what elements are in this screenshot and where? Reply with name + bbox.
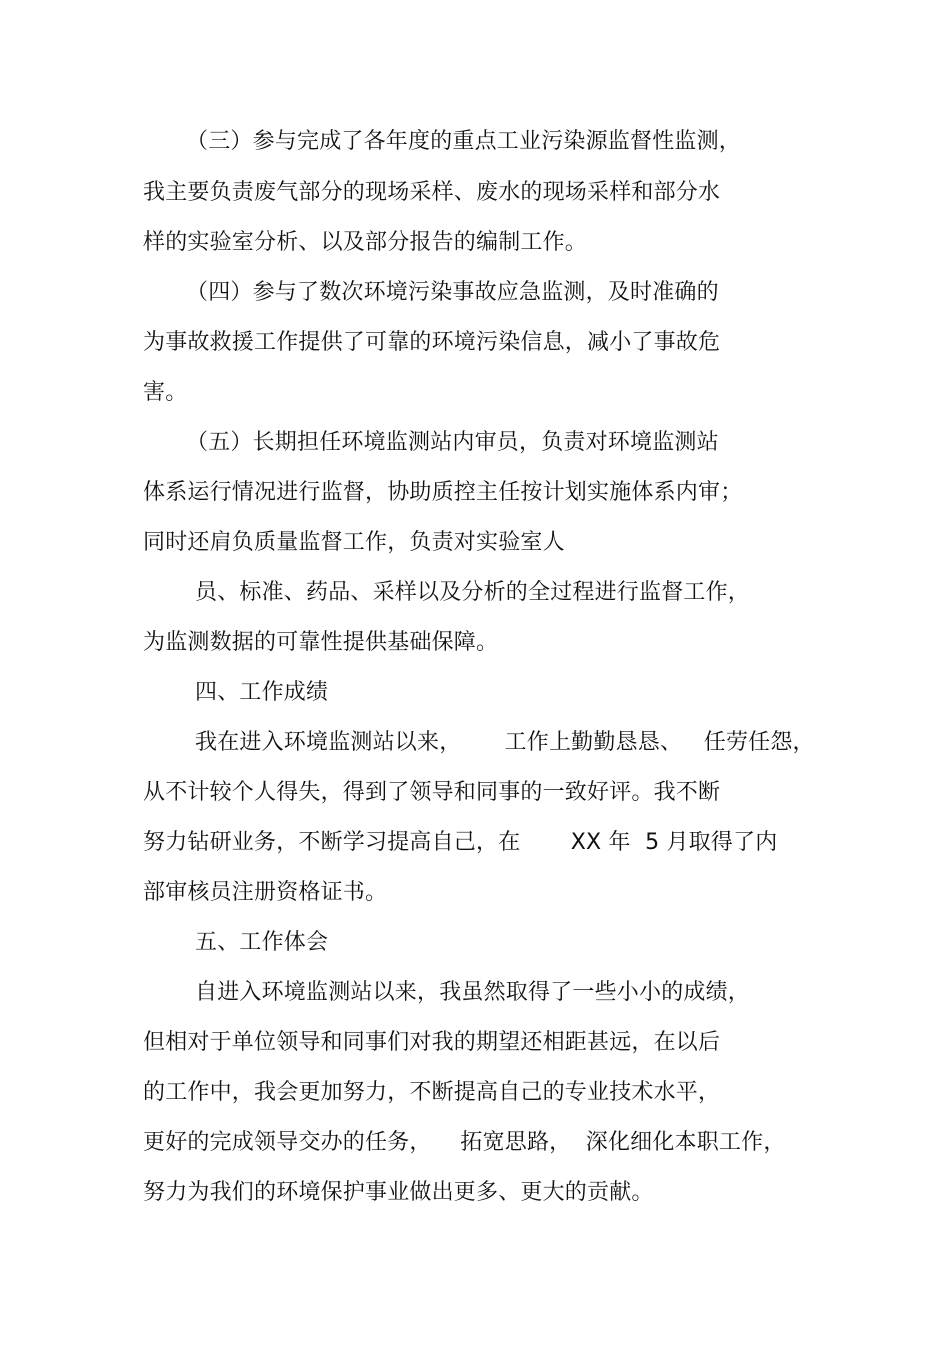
- text-line: 体系运行情况进行监督，协助质控主任按计划实施体系内审；: [143, 480, 743, 505]
- text-line: （四）参与了数次环境污染事故应急监测，及时准确的: [186, 280, 719, 305]
- section-heading: 五、工作体会: [195, 930, 329, 955]
- section-heading: 四、工作成绩: [195, 680, 329, 705]
- text-line: 我主要负责废气部分的现场采样、废水的现场采样和部分水: [143, 180, 721, 205]
- text-line: 更好的完成领导交办的任务， 拓宽思路， 深化细化本职工作，: [143, 1130, 786, 1155]
- text-line: 样的实验室分析、以及部分报告的编制工作。: [143, 230, 588, 255]
- text-line: 但相对于单位领导和同事们对我的期望还相距甚远，在以后: [143, 1030, 721, 1055]
- text-line: 部审核员注册资格证书。: [143, 880, 388, 905]
- text-line: 害。: [143, 380, 188, 405]
- text-line: 为监测数据的可靠性提供基础保障。: [143, 630, 499, 655]
- text-line: 的工作中，我会更加努力，不断提高自己的专业技术水平，: [143, 1080, 721, 1105]
- text-line: 我在进入环境监测站以来， 工作上勤勤恳恳、 任劳任怨，: [195, 730, 815, 755]
- text-line: （五）长期担任环境监测站内审员，负责对环境监测站: [186, 430, 719, 455]
- text-line: 为事故救援工作提供了可靠的环境污染信息，减小了事故危: [143, 330, 721, 355]
- text-line: 努力钻研业务，不断学习提高自己，在 XX 年 5 月取得了内: [143, 830, 778, 855]
- text-line: 从不计较个人得失，得到了领导和同事的一致好评。我不断: [143, 780, 721, 805]
- text-line: 自进入环境监测站以来，我虽然取得了一些小小的成绩，: [195, 980, 751, 1005]
- text-line: 努力为我们的环境保护事业做出更多、更大的贡献。: [143, 1180, 654, 1205]
- text-line: 员、标准、药品、采样以及分析的全过程进行监督工作，: [195, 580, 751, 605]
- text-line: 同时还肩负质量监督工作，负责对实验室人: [143, 530, 565, 555]
- text-line: （三）参与完成了各年度的重点工业污染源监督性监测，: [186, 129, 742, 154]
